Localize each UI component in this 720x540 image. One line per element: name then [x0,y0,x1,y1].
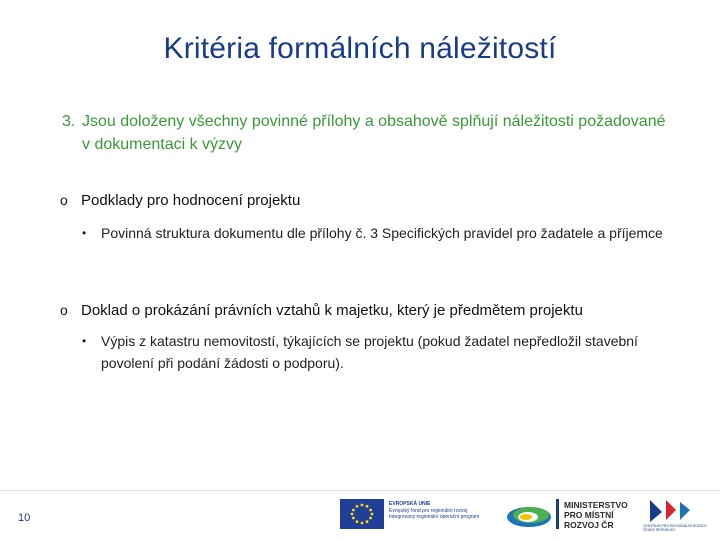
eu-heading: EVROPSKÁ UNIE [389,501,431,507]
eu-flag-icon [340,499,384,529]
bullet-text: Povinná struktura dokumentu dle přílohy č. 3 Specifických pravidel pro žadatele a příjemce [101,225,663,241]
section-heading-text: Podklady pro hodnocení projektu [81,192,301,209]
footer-divider [0,490,720,491]
bullet-item [82,222,682,244]
crr-logo-icon [640,498,716,538]
bullet-dot: • [82,334,87,348]
eu-fund-line: Evropský fond pro regionální rozvoj [389,507,468,514]
section-heading-text: Doklad o prokázání právních vztahů k majetku, který je předmětem projektu [81,302,583,319]
ministry-line: ROZVOJ ČR [564,520,614,530]
eu-stars-icon [340,499,384,529]
section-heading-documents [60,192,700,209]
criterion-point [62,110,672,156]
ministry-emblem-icon [556,499,559,529]
bullet-dot: • [82,226,87,240]
crr-name [643,524,715,532]
ministry-name [564,500,638,530]
page-number: 10 [18,512,31,524]
ministry-line: MINISTERSTVO [564,500,628,510]
slide-title: Kritéria formálních náležitostí [163,32,557,65]
criterion-number: 3. [62,113,76,130]
criterion-text: Jsou doloženy všechny povinné přílohy a obsahově splňují náležitosti požadované v dokumentaci k výzvy [82,113,666,153]
bullet-item [82,330,682,374]
crr-line: CENTRUM PRO REGIONÁLNÍ ROZVOJ [643,524,707,528]
section-heading-property [60,302,700,319]
eu-funding-text [389,501,499,521]
crr-line: ČESKÉ REPUBLIKY [643,528,676,532]
iprop-logo-icon [504,502,554,530]
eu-program-line: Integrovaný regionální operační program [389,514,480,520]
ministry-line: PRO MÍSTNÍ [564,510,614,520]
bullet-text: Výpis z katastru nemovitostí, týkajících se projektu (pokud žadatel nepředložil stavební povolení při podání žádosti o podporu). [101,333,638,371]
section-marker: o [60,192,68,208]
footer [0,490,720,540]
section-marker: o [60,302,68,318]
